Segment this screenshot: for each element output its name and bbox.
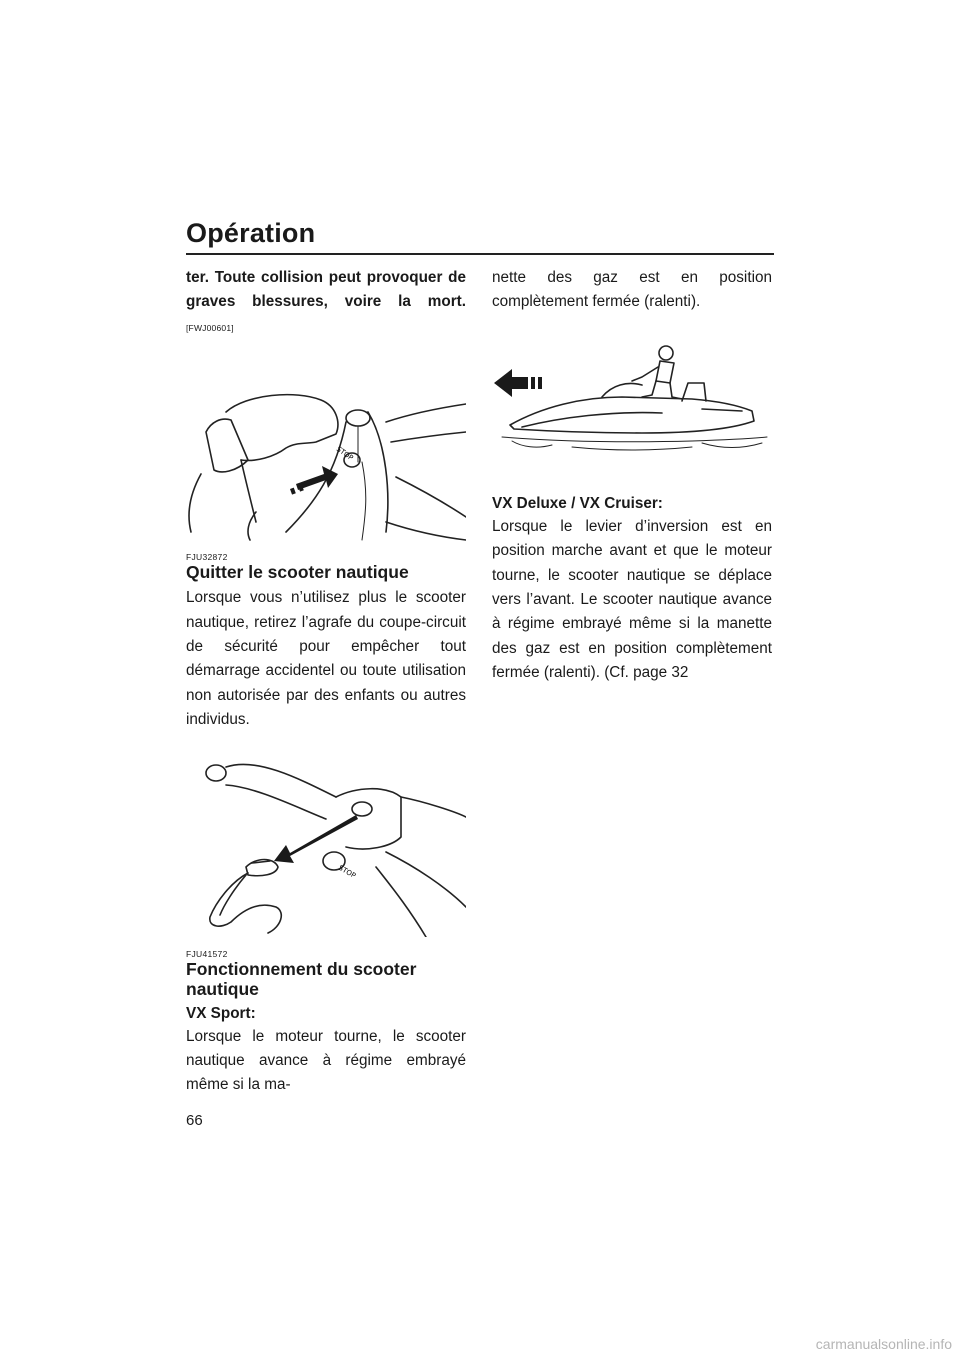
figure-remove-lanyard (186, 757, 466, 937)
warning-code: [FWJ00601] (186, 322, 234, 333)
title-rule (186, 253, 774, 255)
stop-label-2: STOP (337, 863, 357, 880)
left-column (186, 266, 466, 1098)
watermark: carmanualsonline.info (815, 1336, 952, 1352)
warning-continued (186, 266, 466, 340)
vx-sport-text: Lorsque le moteur tourne, le scooter nautique avance à régime embrayé même si la ma- (186, 1027, 466, 1094)
page-number: 66 (186, 1112, 203, 1129)
vx-sport-text-continued: nette des gaz est en position complètement fermée (ralenti). (492, 269, 772, 311)
vx-deluxe-heading: VX Deluxe / VX Cruiser: (492, 494, 663, 512)
stop-label-1: STOP (334, 445, 355, 463)
right-column (492, 266, 772, 686)
section-quit-code: FJU32872 (186, 552, 228, 563)
section-quit-text: Lorsque vous n’utilisez plus le scooter nautique, retirez l’agrafe du coupe-circuit de sécurité pour empêcher tout démarrage accidentel ou toute utilisation non autorisée par des enfants ou autres individus. (186, 589, 466, 729)
section-operation-code: FJU41572 (186, 948, 228, 959)
warning-text: ter. Toute collision peut provoquer de graves blessures, voire la mort. (186, 269, 466, 311)
section-operation-title: Fonctionnement du scooter nautique (186, 958, 417, 999)
page-title: Opération (186, 218, 316, 248)
figure-stop-switch-press (186, 382, 466, 542)
figure-watercraft-forward (492, 337, 772, 467)
section-quit-title: Quitter le scooter nautique (186, 562, 409, 583)
vx-deluxe-text: Lorsque le levier d’inversion est en position marche avant et que le moteur tourne, le scooter nautique se déplace vers l’avant. Le scooter nautique avance à régime embrayé même si la manette des gaz est en position complètement fermée (ralenti). (Cf. page 32 (492, 517, 772, 682)
vx-sport-heading: VX Sport: (186, 1004, 256, 1022)
